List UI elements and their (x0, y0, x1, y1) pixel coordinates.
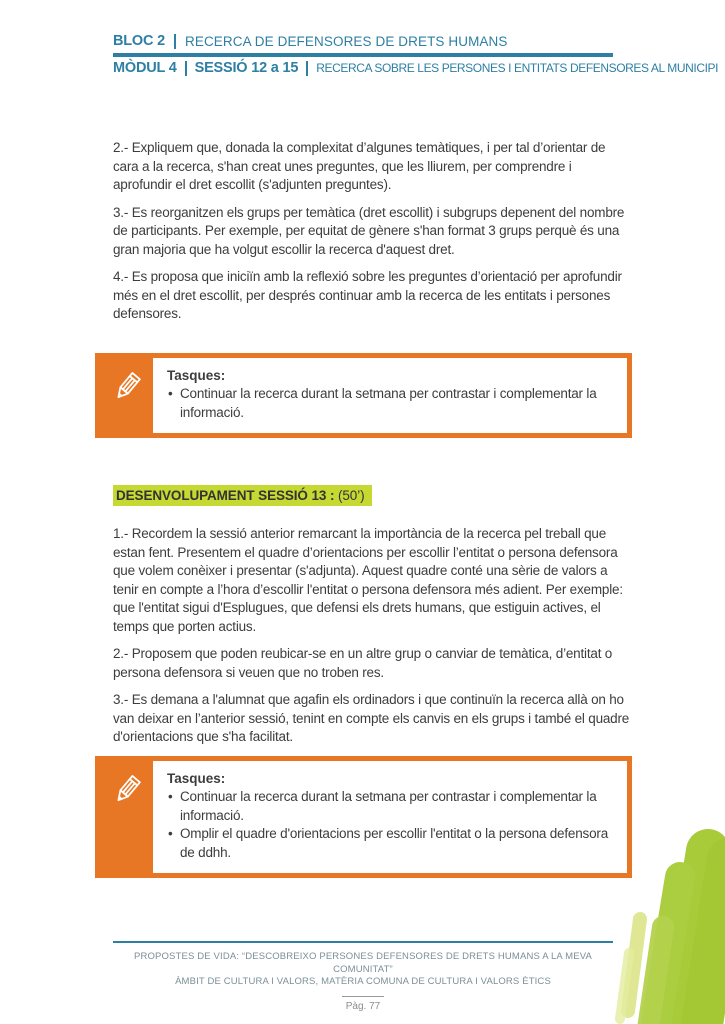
bloc-label: BLOC 2 (113, 33, 165, 49)
footer-divider (113, 941, 613, 943)
paragraph: 3.- Es demana a l'alumnat que agafin els ordinadors i que continuïn la recerca allà on ho van deixar en l’anterior sessió, tenint en compte els canvis en els grups i també el quadre d'orientacions que s'ha facilitat. (113, 692, 630, 744)
green-brush-stroke-icon (600, 819, 725, 1024)
tasks-box (95, 353, 632, 439)
modul-label: MÒDUL 4 (113, 60, 177, 76)
header-vertical-separator (185, 61, 187, 76)
task-item: • Continuar la recerca durant la setmana per contrastar i complementar la informació. (167, 385, 613, 422)
header-divider (113, 53, 613, 57)
session-heading (113, 485, 630, 506)
pencil-icon (111, 774, 143, 806)
tasks-icon-panel (100, 358, 153, 434)
header-vertical-separator (306, 61, 308, 76)
session-heading-title: DESENVOLUPAMENT SESSIÓ 13 : (116, 488, 335, 503)
page-header (113, 33, 719, 76)
document-body (113, 139, 630, 878)
header-subtitle: RECERCA SOBRE LES PERSONES I ENTITATS DEFENSORES AL MUNICIPI (316, 61, 719, 75)
header-row-bloc (113, 33, 613, 49)
page-number-rule (342, 996, 384, 997)
page-number: Pàg. 77 (345, 1000, 381, 1012)
paragraph: 3.- Es reorganitzen els grups per temàtica (dret escollit) i subgrups depenent del nombre de participants. Per exemple, per equitat de gènere s'han format 3 grups perquè és una gran majoria que ha volgut escollir la recerca d'aquest dret. (113, 204, 625, 257)
paragraph: 2.- Expliquem que, donada la complexitat d’algunes temàtiques, i per tal d’orientar de cara a la recerca, s'han creat unes preguntes, que les lliurem, per comprendre i aprofundir el dret escollit (s'adjunten preguntes). (113, 140, 606, 192)
paragraph: 1.- Recordem la sessió anterior remarcant la importància de la recerca pel treball que estan fent. Presentem el quadre d’orientacions per escollir l’entitat o persona defensora que volem conèixer i presentar (s'adjunta). Aquest quadre conté una sèrie de valors a tenir en compte a l’hora d’escollir l'entitat o persona defensora més adient. Per exemple: que l'entitat sigui d'Esplugues, que defensi els drets humans, que estiguin actives, el temps que porten actius. (113, 526, 623, 634)
tasks-box (95, 756, 632, 879)
tasks-content (153, 358, 627, 434)
task-item: • Omplir el quadre d'orientacions per escollir l'entitat o la persona defensora de ddhh. (167, 825, 613, 862)
tasks-icon-panel (100, 761, 153, 874)
header-row-modul (113, 60, 719, 76)
footer-subtitle: ÀMBIT DE CULTURA I VALORS, MATÈRIA COMUNA DE CULTURA I VALORS ÈTICS (175, 976, 551, 987)
tasks-title: Tasques: (167, 367, 226, 383)
tasks-title: Tasques: (167, 770, 226, 786)
session-heading-highlight (113, 485, 372, 506)
header-vertical-separator (174, 34, 176, 49)
sessio-label: SESSIÓ 12 a 15 (194, 60, 299, 76)
page-footer (113, 941, 613, 1012)
paragraph: 2.- Proposem que poden reubicar-se en un altre grup o canviar de temàtica, d’entitat o persona defensora si veuen que no troben res. (113, 646, 613, 680)
footer-title: PROPOSTES DE VIDA: “DESCOBREIXO PERSONES DEFENSORES DE DRETS HUMANS A LA MEVA COMUNITAT” (134, 951, 592, 975)
task-item: • Continuar la recerca durant la setmana per contrastar i complementar la informació. (167, 788, 613, 825)
pencil-icon (111, 371, 143, 403)
tasks-list (167, 385, 613, 422)
tasks-list (167, 788, 613, 862)
bloc-title: RECERCA DE DEFENSORES DE DRETS HUMANS (184, 33, 508, 49)
session-heading-duration: (50’) (338, 488, 365, 503)
paragraph: 4.- Es proposa que iniciïn amb la reflexió sobre les preguntes d’orientació per aprofundir més en el dret escollit, per després continuar amb la recerca de les entitats i persones defensores. (113, 269, 622, 321)
tasks-content (153, 761, 627, 874)
